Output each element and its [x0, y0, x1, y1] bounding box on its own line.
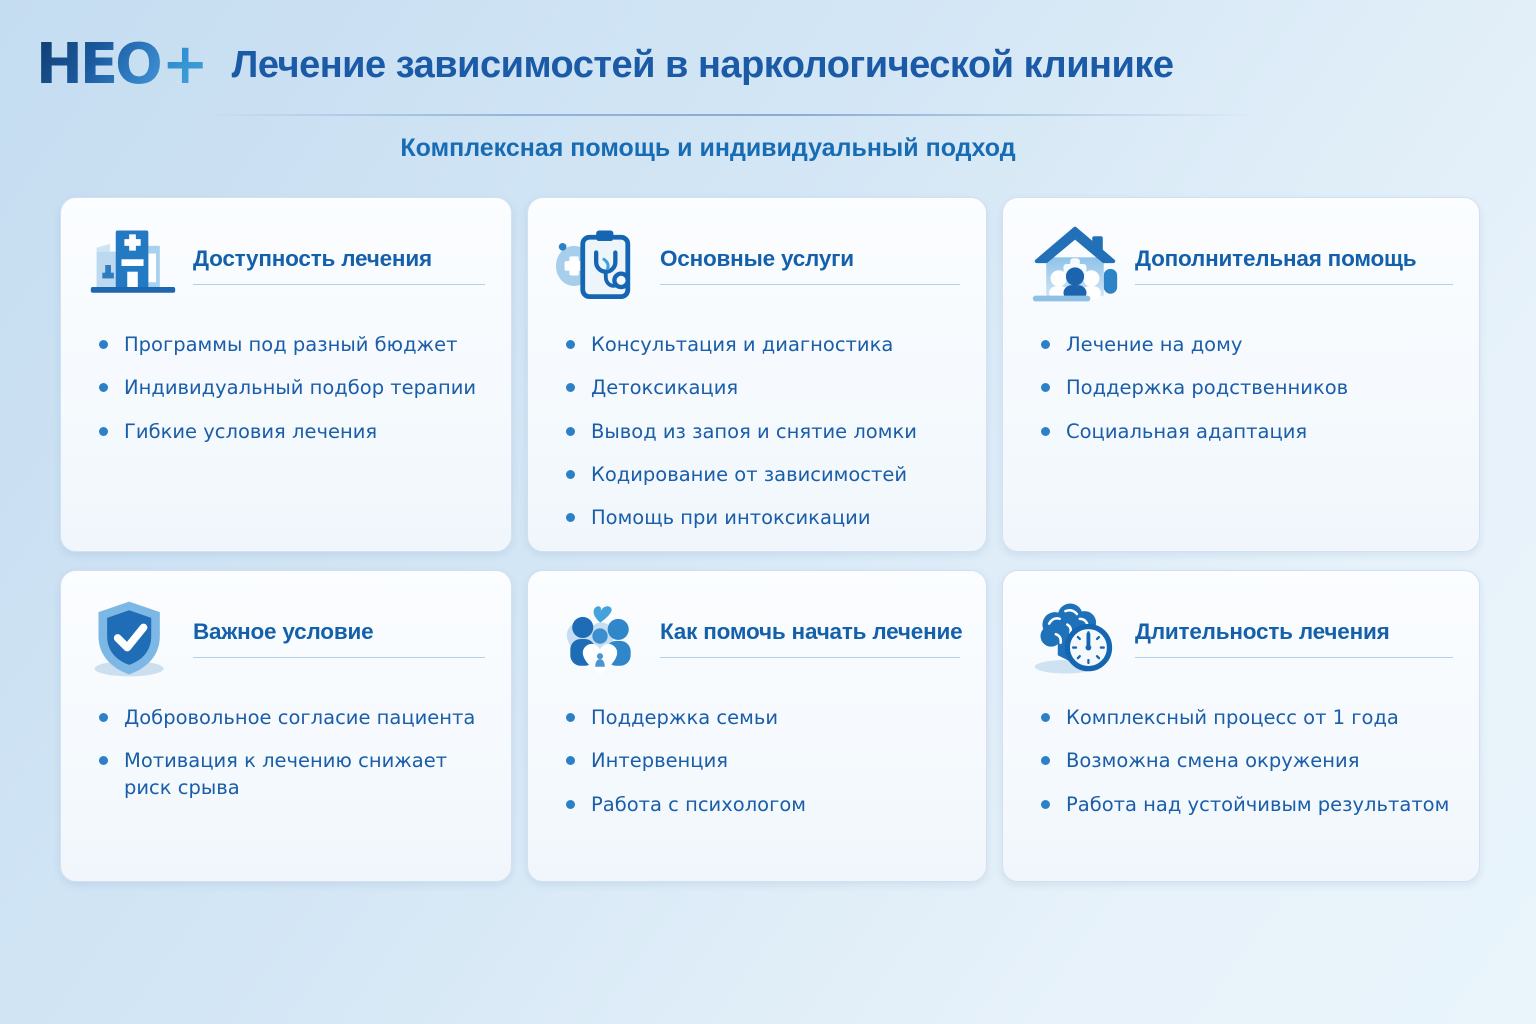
card-additional-help: [1002, 197, 1480, 552]
list-item-text: Программы под разный бюджет: [124, 333, 458, 356]
list-item: [566, 375, 960, 401]
bullet-dot: [1041, 756, 1050, 765]
list-item: [566, 705, 960, 731]
card-duration: [1002, 570, 1480, 882]
card-title-block: [1135, 619, 1453, 658]
bullet-dot: [566, 383, 575, 392]
list-item-text: Поддержка родственников: [1066, 376, 1349, 400]
card-title: Дополнительная помощь: [1135, 245, 1417, 271]
bullet-dot: [99, 427, 108, 436]
card-head: [1029, 222, 1453, 308]
title-underline: [193, 657, 485, 658]
list-item: [1041, 419, 1453, 445]
clipboard-stethoscope-icon: [554, 222, 646, 308]
list-item-text: Индивидуальный подбор терапии: [124, 376, 477, 400]
list-item-text: Мотивация к лечению снижает риск срыва: [124, 749, 448, 799]
house-patients-icon: [1029, 222, 1121, 308]
list-item-text: Гибкие условия лечения: [124, 419, 378, 443]
card-important-condition: [60, 570, 512, 882]
bullet-dot: [566, 340, 575, 349]
list-item: [1041, 375, 1453, 401]
bullet-dot: [566, 513, 575, 522]
title-underline: [1135, 657, 1453, 658]
card-main-services: [527, 197, 987, 552]
list-item: [566, 748, 960, 774]
list-item-text: Детоксикация: [591, 376, 739, 400]
list-item-text: Интервенция: [591, 749, 728, 773]
logo-plus-icon: +: [161, 32, 206, 97]
shield-check-icon: [87, 595, 179, 681]
title-underline: [660, 284, 960, 285]
brain-clock-icon: [1029, 595, 1121, 681]
card-head: [87, 595, 485, 681]
list-item-text: Работа с психологом: [591, 792, 806, 816]
list-item: [1041, 748, 1453, 774]
logo-text: НЕО: [36, 32, 160, 97]
list-item: [99, 419, 485, 445]
list-item-text: Комплексный процесс от 1 года: [1066, 706, 1399, 729]
list-item-text: Поддержка семьи: [591, 706, 779, 729]
list-item-text: Работа над устойчивым результатом: [1066, 792, 1450, 816]
list-item: [566, 419, 960, 445]
list-item: [566, 792, 960, 818]
list-item: [1041, 705, 1453, 731]
bullet-dot: [1041, 800, 1050, 809]
bullet-dot: [99, 340, 108, 349]
bullet-dot: [1041, 383, 1050, 392]
list-item-text: Лечение на дому: [1066, 333, 1243, 356]
card-title: Основные услуги: [660, 245, 854, 271]
card-title-block: [660, 618, 963, 658]
card-title-block: [1135, 246, 1453, 285]
bullet-list: [1029, 705, 1453, 818]
bullet-list: [87, 332, 485, 445]
card-title: Важное условие: [193, 618, 374, 644]
card-title-block: [193, 619, 485, 658]
list-item: [566, 505, 960, 531]
family-heart-icon: [554, 595, 646, 681]
bullet-list: [554, 332, 960, 532]
card-head: [554, 595, 963, 681]
bullet-dot: [1041, 713, 1050, 722]
header-divider: [200, 114, 1260, 116]
title-underline: [1135, 284, 1453, 285]
bullet-dot: [566, 800, 575, 809]
list-item-text: Социальная адаптация: [1066, 419, 1308, 443]
page-subtitle: Комплексная помощь и индивидуальный подход: [400, 134, 1016, 162]
bullet-dot: [99, 756, 108, 765]
list-item-text: Вывод из запоя и снятие ломки: [591, 419, 917, 443]
card-head: [87, 222, 485, 308]
list-item: [566, 332, 960, 358]
list-item: [99, 705, 485, 731]
list-item-text: Консультация и диагностика: [591, 333, 894, 356]
list-item-text: Добровольное согласие пациента: [124, 706, 476, 729]
bullet-dot: [566, 427, 575, 436]
bullet-dot: [1041, 427, 1050, 436]
card-head: [554, 222, 960, 308]
page-title: Лечение зависимостей в наркологической клинике: [231, 43, 1174, 86]
neo-plus-logo: [36, 32, 206, 97]
bullet-dot: [566, 756, 575, 765]
card-title-block: [660, 246, 960, 285]
card-availability: [60, 197, 512, 552]
list-item: [566, 462, 960, 488]
header: [0, 0, 1536, 100]
card-title: Как помочь начать лечение: [660, 618, 963, 644]
card-how-to-start: [527, 570, 987, 882]
list-item-text: Помощь при интоксикации: [591, 506, 871, 530]
list-item-text: Кодирование от зависимостей: [591, 462, 908, 486]
list-item: [99, 332, 485, 358]
hospital-building-icon: [87, 222, 179, 308]
card-head: [1029, 595, 1453, 681]
title-underline: [660, 657, 960, 658]
list-item-text: Возможна смена окружения: [1066, 749, 1360, 773]
bullet-list: [1029, 332, 1453, 445]
card-title-block: [193, 246, 485, 285]
card-title: Длительность лечения: [1135, 618, 1390, 644]
title-underline: [193, 284, 485, 285]
bullet-dot: [1041, 340, 1050, 349]
bullet-dot: [566, 713, 575, 722]
list-item: [1041, 792, 1453, 818]
list-item: [99, 748, 485, 801]
list-item: [99, 375, 485, 401]
bullet-dot: [566, 470, 575, 479]
bullet-dot: [99, 383, 108, 392]
bullet-list: [554, 705, 960, 818]
bullet-dot: [99, 713, 108, 722]
card-title: Доступность лечения: [193, 245, 432, 271]
cards-grid: [60, 197, 1476, 882]
bullet-list: [87, 705, 485, 801]
list-item: [1041, 332, 1453, 358]
